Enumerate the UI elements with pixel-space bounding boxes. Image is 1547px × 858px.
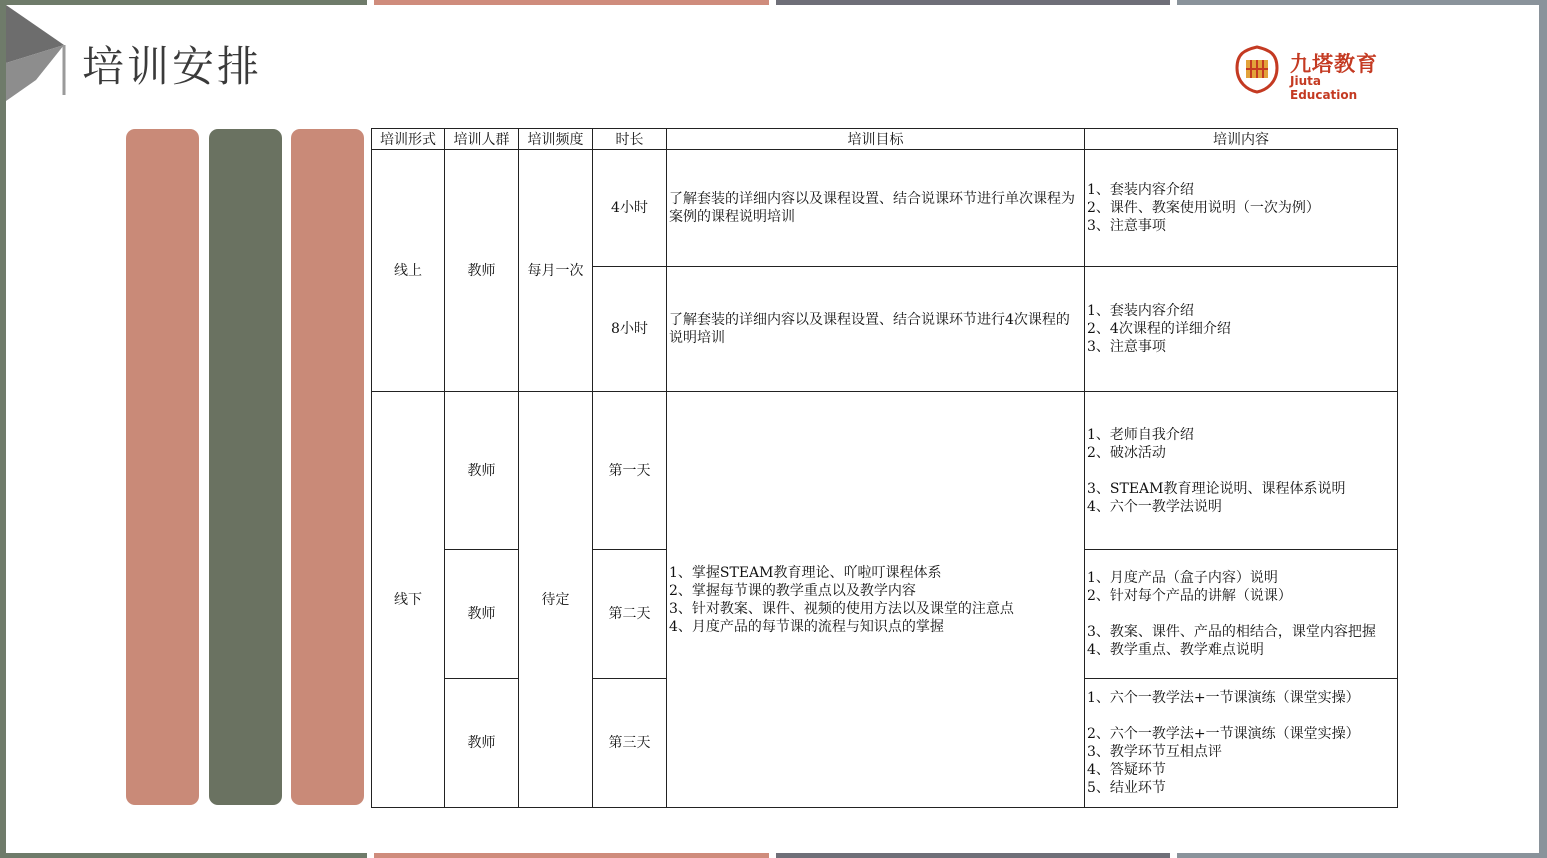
page-title: 培训安排 — [82, 42, 263, 91]
duration-cell: 4小时 — [593, 150, 667, 267]
content-line: 2、针对每个产品的讲解（说课） — [1087, 588, 1292, 604]
goal-cell: 了解套装的详细内容以及课程设置、结合说课环节进行4次课程的说明培训 — [667, 267, 1085, 392]
goal-line: 3、针对教案、课件、视频的使用方法以及课堂的注意点 — [669, 600, 1014, 617]
content-line: 1、月度产品（盒子内容）说明 — [1087, 570, 1278, 586]
goal-cell: 了解套装的详细内容以及课程设置、结合说课环节进行单次课程为案例的课程说明培训 — [667, 150, 1085, 267]
header-content: 培训内容 — [1085, 129, 1398, 150]
offline-form-cell: 线下 — [372, 392, 445, 808]
duration-cell: 第二天 — [593, 550, 667, 679]
bottom-stripe-4 — [1177, 853, 1540, 858]
content-line: 3、教学环节互相点评 — [1087, 744, 1222, 760]
content-line: 1、套装内容介绍 — [1087, 303, 1194, 319]
decor-pill-rose-2 — [291, 129, 364, 805]
table-header-row — [372, 129, 1398, 150]
header-goal: 培训目标 — [667, 129, 1085, 150]
line-gap — [1087, 707, 1395, 725]
graduation-cap-icon — [6, 5, 70, 101]
frame-left-bar — [0, 0, 6, 858]
bottom-stripe-1 — [0, 853, 367, 858]
decor-pill-olive — [209, 129, 282, 805]
goal-line: 2、掌握每节课的教学重点以及教学内容 — [669, 582, 916, 599]
header-audience: 培训人群 — [445, 129, 519, 150]
online-form-cell: 线上 — [372, 150, 445, 392]
decor-pill-rose-1 — [126, 129, 199, 805]
content-line: 1、套装内容介绍 — [1087, 182, 1194, 198]
top-stripe-3 — [776, 0, 1170, 5]
content-line: 3、注意事项 — [1087, 339, 1166, 355]
top-stripe-4 — [1177, 0, 1540, 5]
logo-chinese-name: 九塔教育 — [1290, 52, 1378, 76]
content-cell — [1085, 550, 1398, 679]
line-gap — [1087, 605, 1395, 623]
header-duration: 时长 — [593, 129, 667, 150]
content-line: 2、4次课程的详细介绍 — [1087, 321, 1231, 337]
goal-line: 4、月度产品的每节课的流程与知识点的掌握 — [669, 618, 944, 635]
table-row — [372, 392, 1398, 550]
duration-cell: 8小时 — [593, 267, 667, 392]
content-line: 3、教案、课件、产品的相结合，课堂内容把握 — [1087, 624, 1376, 640]
top-stripe-2 — [374, 0, 769, 5]
logo-english-name: Jiuta Education — [1290, 74, 1358, 102]
content-cell — [1085, 392, 1398, 550]
content-line: 1、六个一教学法+一节课演练（课堂实操） — [1087, 690, 1360, 706]
offline-audience-cell: 教师 — [445, 550, 519, 679]
content-line: 1、老师自我介绍 — [1087, 426, 1194, 443]
table-row — [372, 150, 1398, 267]
bottom-stripe-3 — [776, 853, 1170, 858]
offline-goal-cell — [667, 392, 1085, 808]
content-cell — [1085, 679, 1398, 808]
content-line: 2、课件、教案使用说明（一次为例） — [1087, 200, 1320, 216]
online-audience-cell: 教师 — [445, 150, 519, 392]
content-line: 3、注意事项 — [1087, 218, 1166, 234]
offline-frequency-cell: 待定 — [519, 392, 593, 808]
duration-cell: 第一天 — [593, 392, 667, 550]
content-line: 4、教学重点、教学难点说明 — [1087, 642, 1264, 658]
brand-logo — [1232, 44, 1392, 102]
header-frequency: 培训频度 — [519, 129, 593, 150]
content-cell — [1085, 267, 1398, 392]
frame-right-bar — [1539, 0, 1547, 858]
duration-cell: 第三天 — [593, 679, 667, 808]
offline-audience-cell: 教师 — [445, 679, 519, 808]
online-frequency-cell: 每月一次 — [519, 150, 593, 392]
content-line: 2、破冰活动 — [1087, 444, 1166, 461]
line-gap — [1087, 462, 1395, 480]
offline-audience-cell: 教师 — [445, 392, 519, 550]
bottom-stripe-2 — [374, 853, 769, 858]
content-cell — [1085, 150, 1398, 267]
training-schedule-table — [371, 128, 1398, 808]
content-line: 4、答疑环节 — [1087, 762, 1166, 778]
header-form: 培训形式 — [372, 129, 445, 150]
goal-line: 1、掌握STEAM教育理论、吖啦叮课程体系 — [669, 564, 942, 581]
shield-logo-icon — [1232, 44, 1282, 94]
content-line: 4、六个一教学法说明 — [1087, 498, 1222, 515]
content-line: 2、六个一教学法+一节课演练（课堂实操） — [1087, 726, 1360, 742]
content-line: 5、结业环节 — [1087, 780, 1166, 796]
content-line: 3、STEAM教育理论说明、课程体系说明 — [1087, 480, 1346, 497]
